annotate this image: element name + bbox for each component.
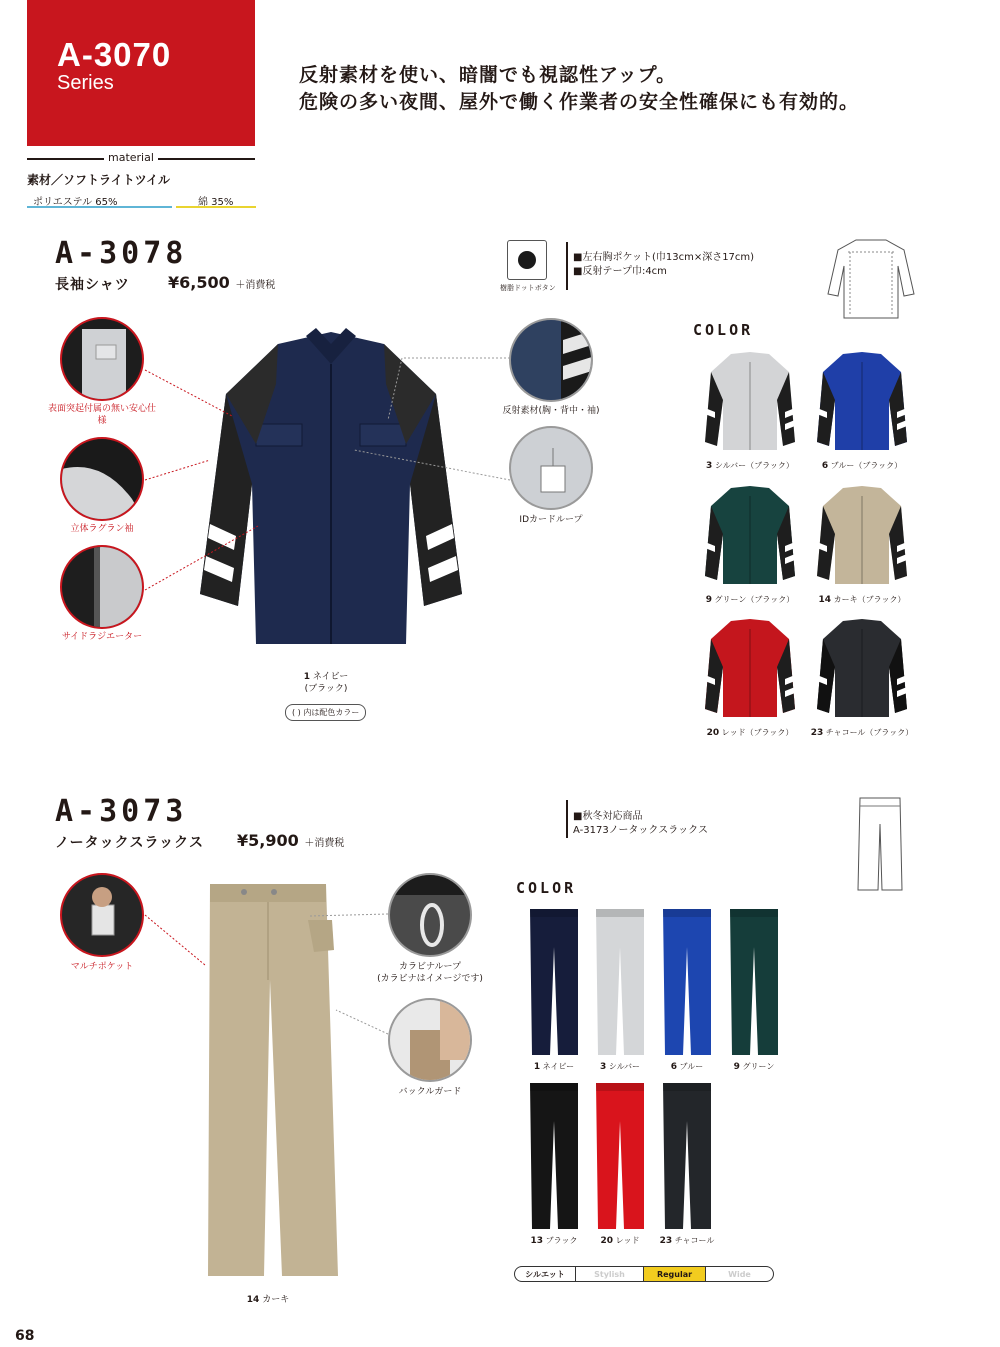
series-label: Series <box>57 72 114 94</box>
series-header <box>27 0 255 146</box>
feature-raglan-label: 立体ラグラン袖 <box>70 524 134 534</box>
shirt-main-color-num: 1 <box>303 672 310 682</box>
pants-swatch <box>528 907 580 1061</box>
feature-no-protrusion-image <box>60 317 144 401</box>
pants-swatch-num: 13 <box>530 1236 544 1246</box>
shirt-main-color <box>296 671 356 695</box>
pants-swatch-name: チャコール <box>672 1236 715 1245</box>
shirt-swatch-name: カーキ（ブラック） <box>831 595 906 604</box>
pants-color-title: COLOR <box>516 879 577 897</box>
silhouette-wide: Wide <box>706 1266 774 1282</box>
shirt-swatch <box>815 617 909 723</box>
shirt-back-drawing <box>826 236 916 326</box>
pants-swatch <box>728 907 780 1061</box>
pants-price <box>237 831 344 850</box>
pants-swatch <box>661 1081 713 1235</box>
pants-swatch-name: グリーン <box>739 1062 775 1071</box>
shirt-swatch-caption <box>693 460 807 471</box>
tagline-line-1: 反射素材を使い、暗闇でも視認性アップ。 <box>299 64 677 86</box>
color-note-pill: ( ) 内は配色カラー <box>285 704 366 721</box>
pants-swatch-name: ブルー <box>677 1062 704 1071</box>
pants-main-color <box>233 1294 303 1306</box>
shirt-swatch <box>815 484 909 590</box>
pants-swatch <box>594 907 646 1061</box>
feature-side-radiator-image <box>60 545 144 629</box>
shirt-tax: ＋消費税 <box>235 280 276 291</box>
feature-reflective-label: 反射素材(胸・背中・袖) <box>502 406 600 416</box>
resin-button-icon <box>507 240 547 280</box>
feature-id-loop-label: IDカードループ <box>519 515 583 525</box>
pants-swatch <box>594 1081 646 1235</box>
shirt-swatch-num: 20 <box>706 728 720 738</box>
shirt-swatch-name: レッド（ブラック） <box>719 728 794 737</box>
pants-spec-1: ■秋冬対応商品 <box>573 811 643 822</box>
tagline <box>299 62 859 116</box>
shirt-swatch <box>703 617 797 723</box>
shirt-code: A-3078 <box>55 236 188 271</box>
shirt-swatch-num: 23 <box>810 728 824 738</box>
shirt-name: 長袖シャツ <box>55 277 130 293</box>
shirt-color-title: COLOR <box>693 321 754 339</box>
tagline-line-2: 危険の多い夜間、屋外で働く作業者の安全性確保にも有効的。 <box>299 91 860 113</box>
pants-swatch-num: 9 <box>733 1062 740 1072</box>
shirt-swatch-caption <box>805 594 919 605</box>
shirt-swatch-num: 3 <box>706 461 713 471</box>
pants-swatch-num: 3 <box>599 1062 607 1072</box>
material-label: material <box>104 151 158 164</box>
feature-buckle-guard-image <box>388 998 472 1082</box>
shirt-main-color-sub: (ブラック) <box>304 684 348 694</box>
silhouette-label: シルエット <box>514 1266 576 1282</box>
shirt-swatch-num: 6 <box>821 461 829 471</box>
pants-code: A-3073 <box>55 794 188 829</box>
cotton-ratio: 綿 35% <box>176 193 256 208</box>
pants-swatch-caption <box>653 1061 721 1072</box>
shirt-swatch-name: グリーン（ブラック） <box>712 595 795 604</box>
pants-swatch-num: 1 <box>533 1062 541 1072</box>
shirt-swatch-caption <box>805 460 919 471</box>
pants-swatch-name: ネイビー <box>540 1062 575 1071</box>
pants-spec-2: A-3173ノータックスラックス <box>573 825 708 836</box>
shirt-swatch-num: 9 <box>705 595 713 605</box>
material-name: 素材／ソフトライトツイル <box>27 173 171 187</box>
feature-raglan-image <box>60 437 144 521</box>
pants-swatch-num: 23 <box>659 1236 673 1246</box>
shirt-swatch <box>703 484 797 590</box>
pants-swatch-caption <box>720 1061 788 1072</box>
pants-name: ノータックスラックス <box>55 835 205 851</box>
spec-divider <box>566 242 568 290</box>
button-label: 樹脂ドットボタン <box>500 284 556 292</box>
pants-main-color-num: 14 <box>246 1295 260 1305</box>
shirt-connectors <box>140 340 530 640</box>
pants-swatch-caption <box>586 1061 654 1072</box>
pants-line-drawing <box>856 794 904 898</box>
feature-carabiner-loop-sub: (カラビナはイメージです) <box>377 974 483 984</box>
shirt-swatch-caption <box>805 727 919 738</box>
shirt-swatch-caption <box>693 594 807 605</box>
shirt-swatch-name: シルバー（ブラック） <box>712 461 794 470</box>
pants-swatch-name: レッド <box>613 1236 640 1245</box>
pants-swatch-name: シルバー <box>606 1062 641 1071</box>
pants-swatch-caption <box>520 1061 588 1072</box>
series-code: A-3070 <box>57 36 172 73</box>
pants-swatch-name: ブラック <box>543 1236 578 1245</box>
pants-main-color-name: カーキ <box>262 1295 290 1305</box>
shirt-spec-1: ■左右胸ポケット(巾13cm×深さ17cm) <box>573 252 755 263</box>
pants-spec-divider <box>566 800 568 838</box>
shirt-swatch-name: ブルー（ブラック） <box>828 461 903 470</box>
pants-tax: ＋消費税 <box>304 838 345 849</box>
page-number: 68 <box>15 1328 35 1344</box>
pants-swatch <box>528 1081 580 1235</box>
shirt-swatch <box>815 350 909 456</box>
shirt-price-value: ¥6,500 <box>168 273 230 292</box>
feature-carabiner-loop-image <box>388 873 472 957</box>
pants-swatch-caption <box>653 1235 721 1246</box>
feature-no-protrusion-label: 表面突起付属の無い安心仕様 <box>48 404 157 426</box>
feature-multi-pocket-label: マルチポケット <box>70 962 134 972</box>
shirt-spec-2: ■反射テープ巾:4cm <box>573 266 667 277</box>
pants-swatch-caption <box>520 1235 588 1246</box>
pants-price-value: ¥5,900 <box>237 831 299 850</box>
feature-side-radiator-label: サイドラジエーター <box>61 632 143 642</box>
silhouette-stylish: Stylish <box>576 1266 644 1282</box>
pants-connectors <box>140 910 400 1040</box>
shirt-main-color-name: ネイビー <box>312 672 349 682</box>
polyester-ratio: ポリエステル 65% <box>27 193 172 208</box>
shirt-swatch <box>703 350 797 456</box>
feature-buckle-guard-label: バックルガード <box>398 1087 462 1097</box>
pants-swatch-num: 20 <box>600 1236 614 1246</box>
shirt-specs <box>573 251 754 279</box>
pants-swatch-num: 6 <box>670 1062 678 1072</box>
silhouette-regular: Regular <box>644 1266 706 1282</box>
pants-swatch-caption <box>586 1235 654 1246</box>
shirt-swatch-num: 14 <box>818 595 832 605</box>
silhouette-bar <box>514 1266 774 1282</box>
shirt-swatch-caption <box>693 727 807 738</box>
pants-specs <box>573 810 708 838</box>
feature-carabiner-loop-text: カラビナループ <box>398 962 462 972</box>
shirt-swatch-name: チャコール（ブラック） <box>823 728 914 737</box>
feature-multi-pocket-image <box>60 873 144 957</box>
shirt-price <box>168 273 275 292</box>
pants-swatch <box>661 907 713 1061</box>
